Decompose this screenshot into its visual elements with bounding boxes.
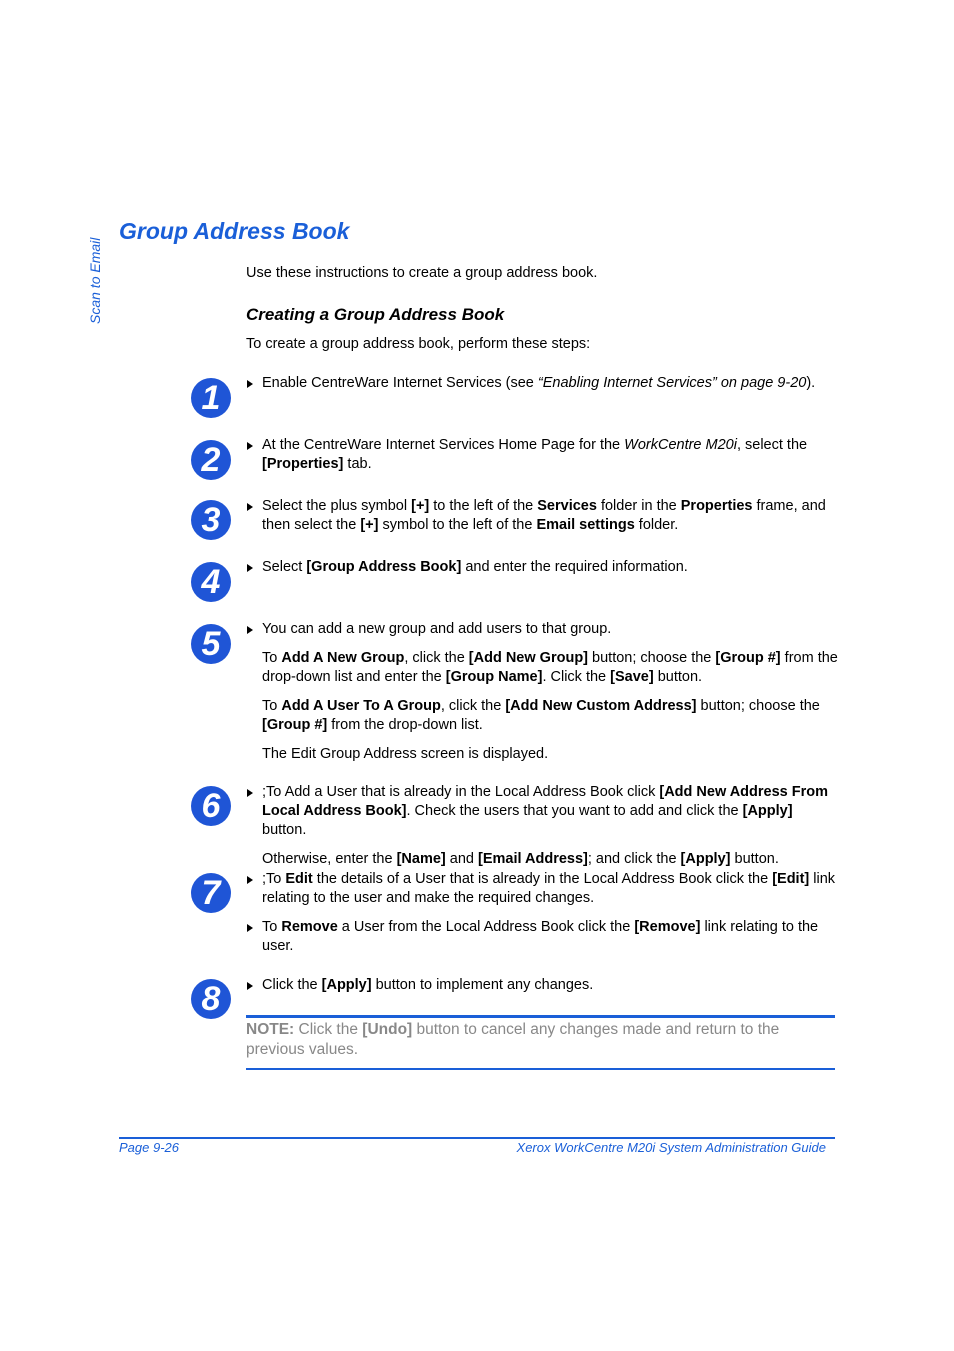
text: . Click the (542, 669, 611, 685)
text: from the drop-down list and enter the (262, 650, 838, 685)
ui-term: [Edit] (772, 871, 810, 887)
cross-reference: “Enabling Internet Services” on page 9-20 (537, 375, 807, 391)
text: to the left of the (429, 498, 538, 514)
text: the details of a User that is already in the Local Address Book click the (312, 871, 773, 887)
ui-term: [Email Address] (478, 851, 588, 867)
ui-term: [Apply] (742, 803, 793, 819)
ui-term: Add A New Group (281, 650, 405, 666)
step-number-badge: 6 (191, 786, 231, 826)
text: To (262, 650, 282, 666)
text: . Check the users that you want to add and click the (406, 803, 743, 819)
footer-guide-title: Xerox WorkCentre M20i System Administration Guide (516, 1140, 826, 1155)
text: ;To (262, 871, 286, 887)
text: Select (262, 559, 307, 575)
step-7 (246, 870, 838, 956)
text: folder in the (596, 498, 681, 514)
ui-term: [Remove] (634, 919, 701, 935)
paragraph: The Edit Group Address screen is displayed. (262, 746, 549, 762)
text: Enable CentreWare Internet Services (see (262, 375, 538, 391)
text: link relating to the user. (262, 919, 819, 954)
step-5 (246, 620, 838, 764)
bullet-item (246, 558, 838, 577)
text: button; choose the (588, 650, 716, 666)
text: ;To Add a User that is already in the Local Address Book click (262, 784, 660, 800)
side-tab-label: Scan to Email (87, 237, 103, 324)
note-box (246, 1015, 835, 1070)
paragraph (262, 697, 838, 735)
step-number-badge: 2 (191, 440, 231, 480)
ui-term: [Group #] (262, 717, 328, 733)
text: from the drop-down list. (327, 717, 483, 733)
intro-text: Use these instructions to create a group address book. (246, 265, 598, 281)
text: a User from the Local Address Book click the (337, 919, 635, 935)
footer-divider (119, 1137, 835, 1139)
text: , click the (440, 698, 506, 714)
ui-term: [Save] (610, 669, 654, 685)
step-number-badge: 3 (191, 500, 231, 540)
text: Click the (262, 977, 322, 993)
note-label: NOTE: (246, 1021, 295, 1038)
text: button to implement any changes. (371, 977, 594, 993)
ui-term: Email settings (536, 517, 635, 533)
text: Select the plus symbol (262, 498, 412, 514)
ui-term: [Add New Address From Local Address Book] (262, 784, 829, 819)
paragraph (262, 649, 838, 687)
text: Otherwise, enter the (262, 851, 397, 867)
step-8 (246, 976, 838, 995)
step-6 (246, 783, 838, 869)
ui-term: [Group #] (715, 650, 781, 666)
ui-term: [Undo] (362, 1021, 413, 1038)
step-4 (246, 558, 838, 577)
subintro-text: To create a group address book, perform these steps: (246, 336, 591, 352)
step-number-badge: 8 (191, 979, 231, 1019)
subheading: Creating a Group Address Book (246, 305, 505, 324)
product-name: WorkCentre M20i (624, 437, 737, 453)
page-title: Group Address Book (119, 218, 350, 244)
text: link relating to the user and make the required changes. (262, 871, 836, 906)
page-number: Page 9-26 (119, 1140, 179, 1155)
ui-term: [Group Address Book] (306, 559, 462, 575)
text: and enter the required information. (461, 559, 688, 575)
step-number-badge: 5 (191, 624, 231, 664)
text: frame, and then select the (262, 498, 826, 533)
bullet-item (246, 436, 838, 474)
bullet-item (246, 783, 838, 840)
ui-term: Properties (680, 498, 753, 514)
ui-term: Add A User To A Group (281, 698, 441, 714)
text: button to cancel any changes made and return to the previous values. (246, 1021, 780, 1058)
bullet-item (246, 870, 838, 908)
ui-term: [+] (360, 517, 379, 533)
step-number-badge: 7 (191, 873, 231, 913)
text: Click the (294, 1021, 363, 1038)
text: symbol to the left of the (378, 517, 537, 533)
text: ; and click the (587, 851, 681, 867)
paragraph (262, 850, 838, 869)
text: and (445, 851, 478, 867)
step-3 (246, 497, 838, 535)
text: folder. (634, 517, 679, 533)
text: To (262, 919, 282, 935)
text: At the CentreWare Internet Services Home Page for the (262, 437, 625, 453)
step-number-badge: 4 (191, 562, 231, 602)
ui-term: [Properties] (262, 456, 344, 472)
text: , click the (404, 650, 469, 666)
text: ). (806, 375, 816, 391)
ui-term: [Add New Custom Address] (505, 698, 697, 714)
ui-term: [+] (411, 498, 430, 514)
ui-term: Services (537, 498, 597, 514)
text: button. (730, 851, 779, 867)
text: button; choose the (696, 698, 820, 714)
bullet-item (246, 976, 838, 995)
text: button. (653, 669, 703, 685)
step-number-badge: 1 (191, 378, 231, 418)
text: button. (262, 822, 307, 838)
text: , select the (736, 437, 808, 453)
ui-term: Edit (285, 871, 313, 887)
ui-term: [Apply] (321, 977, 372, 993)
ui-term: [Apply] (680, 851, 731, 867)
text: tab. (343, 456, 372, 472)
ui-term: Remove (281, 919, 338, 935)
step-1 (246, 374, 838, 393)
text: To (262, 698, 282, 714)
ui-term: [Name] (396, 851, 446, 867)
bullet-item: You can add a new group and add users to that group. (246, 620, 838, 639)
bullet-item (246, 374, 838, 393)
ui-term: [Add New Group] (468, 650, 589, 666)
ui-term: [Group Name] (445, 669, 543, 685)
bullet-item (246, 918, 838, 956)
step-2 (246, 436, 838, 474)
bullet-item (246, 497, 838, 535)
